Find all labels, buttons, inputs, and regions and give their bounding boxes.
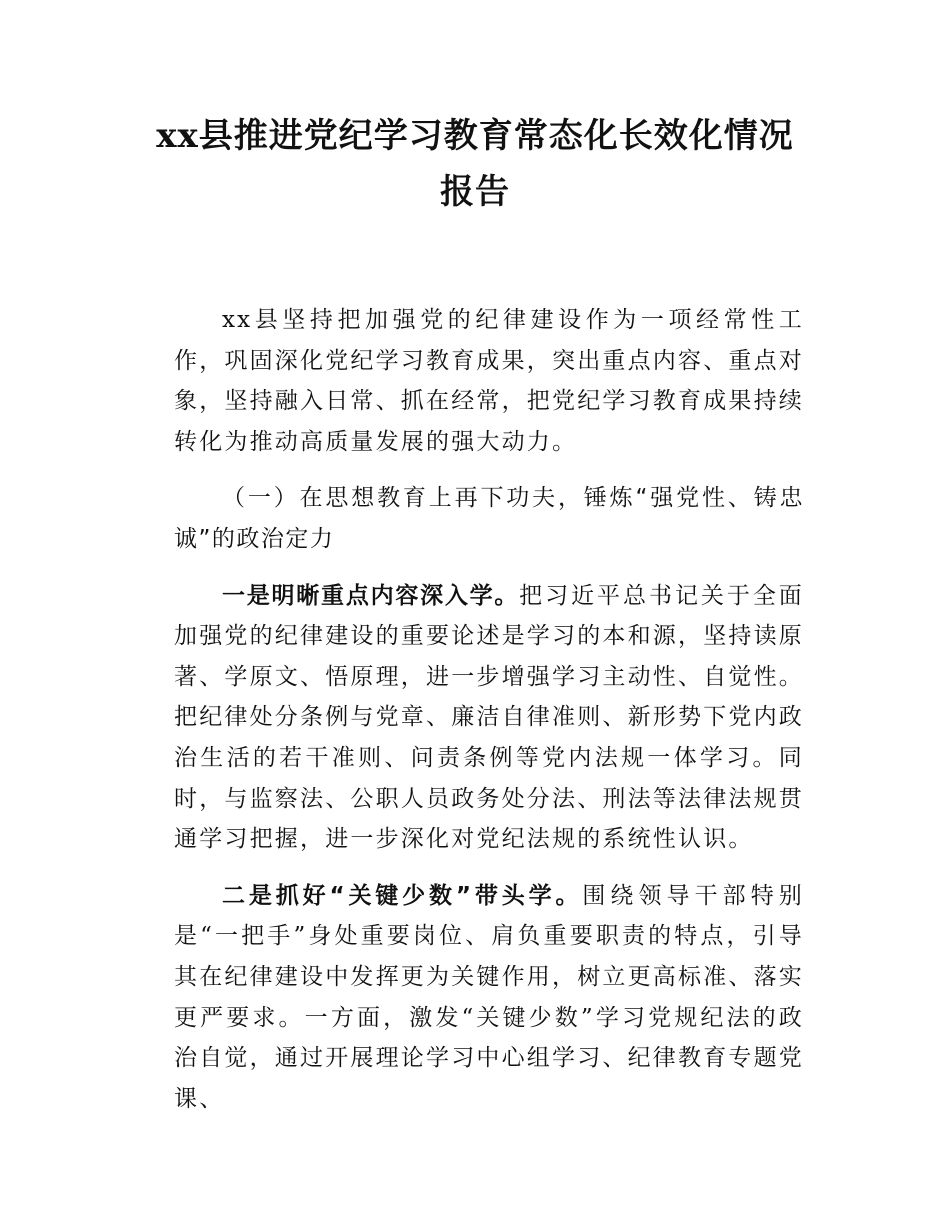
point-2-text: 围绕领导干部特别是“一把手”身处重要岗位、肩负重要职责的特点，引导其在纪律建设中发挥更为关键作用，树立更高标准、落实更严要求。一方面，激发“关键少数”学习党规纪法的政治自觉，通过开展理论学习中心组学习、纪律教育专题党课、 <box>174 882 804 1112</box>
point-2-lead: 二是抓好“关键少数”带头学。 <box>222 882 583 909</box>
point-2-paragraph <box>174 876 804 1120</box>
section-heading: （一）在思想教育上再下功夫，锤炼“强党性、铸忠诚”的政治定力 <box>174 485 804 552</box>
point-1-paragraph <box>174 576 804 860</box>
document-body <box>174 300 804 1135</box>
intro-paragraph: xx县坚持把加强党的纪律建设作为一项经常性工作，巩固深化党纪学习教育成果，突出重点内容、重点对象，坚持融入日常、抓在经常，把党纪学习教育成果持续转化为推动高质量发展的强大动力。 <box>174 307 804 455</box>
point-1-lead: 一是明晰重点内容深入学。 <box>222 582 520 609</box>
point-1-text: 把习近平总书记关于全面加强党的纪律建设的重要论述是学习的本和源，坚持读原著、学原文、悟原理，进一步增强学习主动性、自觉性。把纪律处分条例与党章、廉洁自律准则、新形势下党内政治生活的若干准则、问责条例等党内法规一体学习。同时，与监察法、公职人员政务处分法、刑法等法律法规贯通学习把握，进一步深化对党纪法规的系统性认识。 <box>174 582 805 853</box>
document-title: xx县推进党纪学习教育常态化长效化情况报告 <box>156 116 794 212</box>
